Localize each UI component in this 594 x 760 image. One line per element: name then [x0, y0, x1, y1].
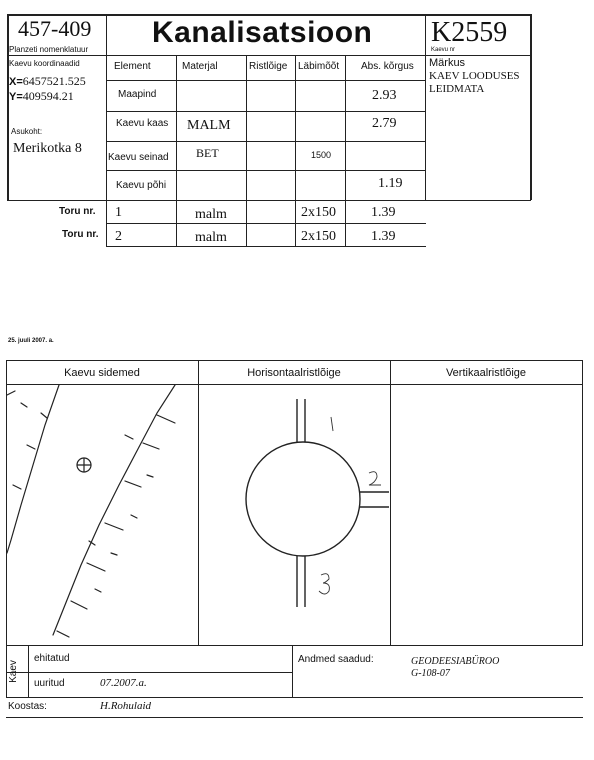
row-element: Kaevu põhi [116, 180, 167, 191]
row-element: Kaevu kaas [116, 118, 169, 129]
pipe-material: malm [195, 207, 227, 222]
remarks-label: Märkus [429, 57, 466, 69]
coord-x-key: X= [9, 76, 23, 88]
section-title-vertical: Vertikaalristlõige [445, 367, 527, 379]
compiled-label: Koostas: [8, 701, 47, 712]
coord-y [9, 89, 74, 104]
row-element: Kaevu seinad [108, 152, 169, 163]
checked-value: 07.2007.a. [100, 677, 147, 689]
coords-label: Kaevu koordinaadid [9, 59, 80, 68]
col-header-abs-height: Abs. kõrgus [361, 61, 414, 72]
pipe-label: Toru nr. [62, 229, 99, 240]
compiled-value: H.Rohulaid [100, 700, 152, 712]
pipe-number: 2 [115, 229, 122, 244]
pipe-height: 1.39 [371, 205, 396, 220]
checked-label: uuritud [34, 678, 65, 689]
row-diameter: 1500 [311, 150, 332, 160]
col-header-element: Element [114, 61, 151, 72]
built-label: ehitatud [34, 653, 70, 664]
pipe-diameter: 2x150 [301, 205, 336, 220]
col-header-material: Materjal [182, 61, 218, 72]
pipe-number: 1 [115, 205, 122, 220]
nomenclature-value: 457-409 [18, 16, 92, 41]
section-title-horizontal: Horisontaalristlõige [247, 367, 341, 379]
col-header-diameter: Läbimõõt [298, 61, 340, 72]
row-height: 2.79 [372, 116, 397, 131]
section-title-connections: Kaevu sidemed [64, 367, 140, 379]
connections-sketch [7, 385, 198, 645]
nomenclature-label: Planzeti nomenklatuur [9, 45, 89, 54]
location-label: Asukoht: [11, 127, 43, 136]
coord-y-key: Y= [9, 91, 23, 103]
col-header-cross-section: Ristlõige [249, 61, 288, 72]
pipe-height: 1.39 [371, 229, 396, 244]
well-side-label: Kaev [7, 660, 19, 683]
row-height: 1.19 [378, 176, 403, 191]
well-number: K2559 [431, 17, 508, 48]
source-line-1: GEODEESIABÜROO [411, 656, 500, 667]
row-material: BET [196, 146, 219, 160]
well-number-label: Kaevu nr [431, 47, 456, 53]
pipe-material: malm [195, 230, 227, 245]
pipe-diameter: 2x150 [301, 229, 336, 244]
row-element: Maapind [118, 89, 157, 100]
source-label: Andmed saadud: [298, 654, 374, 665]
row-height: 2.93 [372, 88, 397, 103]
row-material: MALM [187, 118, 231, 133]
source-line-2: G-108-07 [411, 668, 450, 679]
document-title: Kanalisatsioon [152, 16, 373, 49]
remarks-line-1: KAEV LOODUSES [429, 70, 520, 82]
coord-x-value: 6457521.525 [22, 74, 86, 88]
date-stamp: 25. juuli 2007. a. [8, 338, 54, 344]
location-value: Merikotka 8 [13, 141, 82, 156]
remarks-line-2: LEIDMATA [429, 83, 485, 95]
horizontal-section-sketch [199, 385, 390, 645]
pipe-label: Toru nr. [59, 206, 96, 217]
manhole-circle [246, 442, 360, 556]
coord-y-value: 409594.21 [22, 89, 74, 103]
coord-x [9, 74, 86, 89]
